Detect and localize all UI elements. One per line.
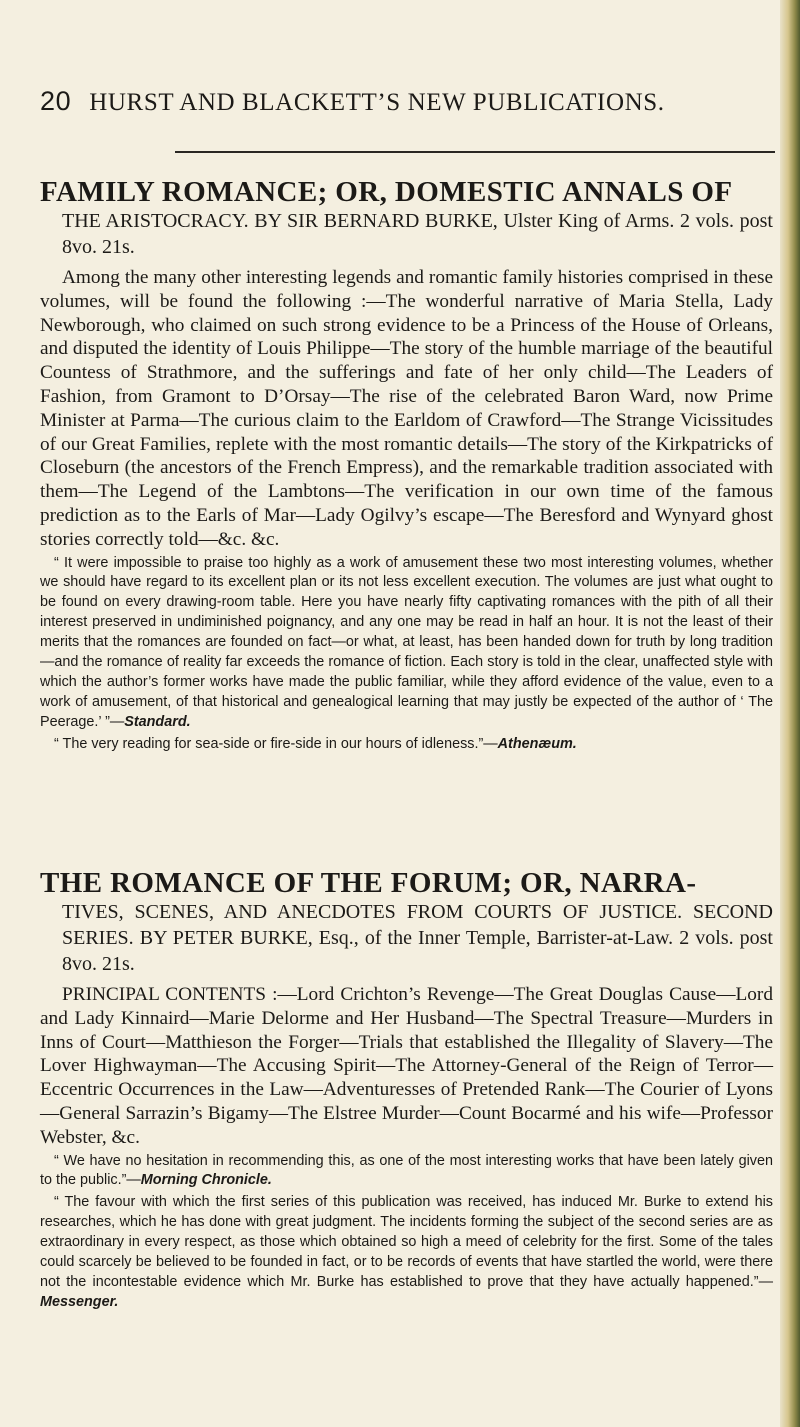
review-text: “ It were impossible to praise too highly as a work of amusement these two most interesting volumes, whether we should have regard to its excellent plan or its not less excellent execution. The volumes are just what ought to be found on every drawing-room table. Here you have nearly fifty captivating romances with the pith of all their interest preserved in undiminished poignancy, and any one may be read in half an hour. It is not the least of their merits that the romances are founded on fact—or what, at least, has been handed down for truth by long tradition—and the romance of reality far exceeds the romance of fiction. Each story is told in the clear, unaffected style with which the author’s former works have made the public familiar, while they afford evidence of the value, even to a work of amusement, of that historical and genealogical learning that may justly be expected of the author of ‘ The Peerage.’ ”— [40,554,773,730]
running-header [40,86,773,118]
entry-romance-of-the-forum [40,867,773,1313]
entry-title: FAMILY ROMANCE; OR, DOMESTIC ANNALS OF [40,176,733,208]
entry-byline: TIVES, SCENES, AND ANECDOTES FROM COURTS OF JUSTICE. SECOND SERIES. BY PETER BURKE, Esq., of the Inner Temple, Barrister-at-Law. 2 vols. post 8vo. 21s. [62,901,773,975]
entry-byline: THE ARISTOCRACY. BY SIR BERNARD BURKE, Ulster King of Arms. 2 vols. post 8vo. 21s. [62,210,773,258]
page-edge-shadow [780,0,800,1427]
entry-family-romance [40,176,773,755]
header-rule [175,151,775,153]
review-source: Messenger. [40,1293,119,1310]
review-quote [40,1152,773,1192]
entry-description: Among the many other interesting legends and romantic family histories comprised in these volumes, will be found the following :—The wonderful narrative of Maria Stella, Lady Newborough, who claimed on such strong evidence to be a Princess of the House of Orleans, and disputed the identity of Louis Philippe—The story of the humble marriage of the beautiful Countess of Strathmore, and the sufferings and fate of her only child—The Leaders of Fashion, from Gramont to D’Orsay—The rise of the celebrated Baron Ward, now Prime Minister at Parma—The curious claim to the Earldom of Crawford—The Strange Vicissitudes of our Great Families, replete with the most romantic details—The story of the Kirkpatricks of Closeburn (the ancestors of the French Empress), and the remarkable tradition associated with them—The Legend of the Lambtons—The verification in our own time of the famous prediction as to the Earls of Mar—Lady Ogilvy’s escape—The Beresford and Wynyard ghost stories correctly told—&c. &c. [40,267,773,550]
review-source: Standard. [124,713,191,730]
page-number: 20 [40,86,72,116]
review-quote [40,554,773,733]
running-title: HURST AND BLACKETT’S NEW PUBLICATIONS. [89,89,665,116]
review-text: “ We have no hesitation in recommending this, as one of the most interesting works that have been lately given to the public.”— [40,1152,773,1189]
review-source: Athenæum. [497,735,577,752]
review-source: Morning Chronicle. [140,1172,272,1189]
entry-title: THE ROMANCE OF THE FORUM; OR, NARRA- [40,867,697,899]
review-quote [40,1193,773,1312]
review-text: “ The favour with which the first series of this publication was received, has induced Mr. Burke to extend his researches, which he has done with great judgment. The incidents forming the subject of the second series are as extraordinary in every respect, as those which obtained so high a meed of celebrity for the first. Some of the tales could scarcely be believed to be founded in fact, or to be records of events that have startled the world, were there not the incontestable evidence which Mr. Burke has established to prove that they have actually happened.”— [40,1194,773,1291]
review-text: “ The very reading for sea-side or fire-side in our hours of idleness.”— [54,735,498,752]
review-quote [40,735,773,755]
entry-description: PRINCIPAL CONTENTS :—Lord Crichton’s Revenge—The Great Douglas Cause—Lord and Lady Kinnaird—Marie Delorme and Her Husband—The Spectral Treasure—Murders in Inns of Court—Matthieson the Forger—Trials that established the Illegality of Slavery—The Lover Highwayman—The Accusing Spirit—The Attorney-General of the Reign of Terror—Eccentric Occurrences in the Law—Adventuresses of Pretended Rank—The Courier of Lyons—General Sarrazin’s Bigamy—The Elstree Murder—Count Bocarmé and his wife—Professor Webster, &c. [40,984,773,1148]
